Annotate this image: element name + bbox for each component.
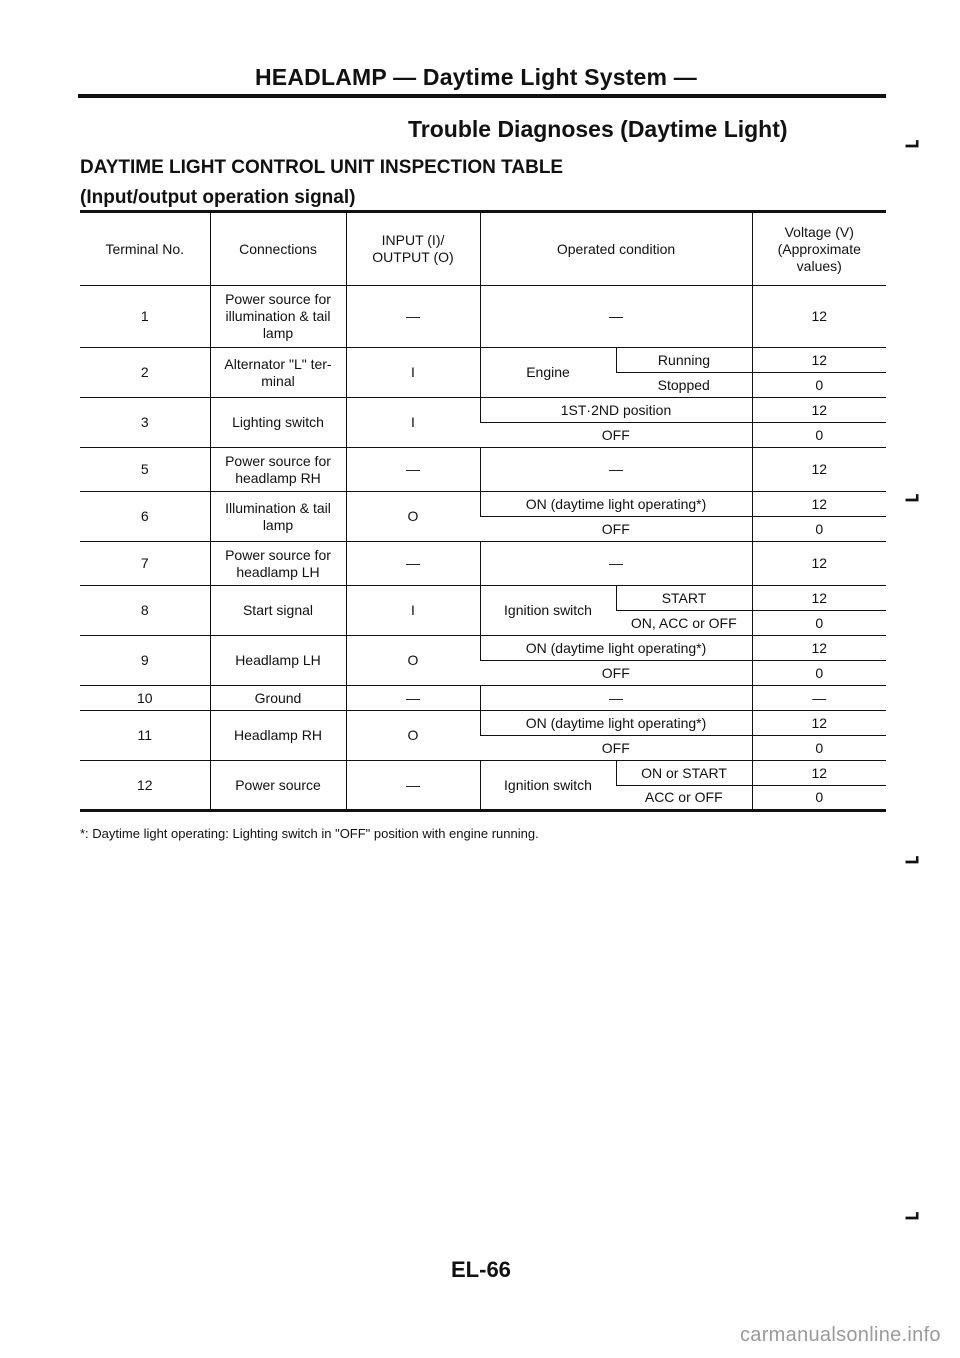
condition-sub-cell: OFF [601, 664, 630, 681]
condition-sub-cell: OFF [601, 520, 630, 537]
condition-sub-cell: OFF [601, 739, 630, 756]
condition-sub-cell: Stopped [657, 376, 710, 393]
condition-cell: — [480, 448, 752, 492]
voltage-cell: 12 [752, 542, 886, 586]
terminal-cell: 7 [140, 555, 149, 571]
connection-cell: Start signal [210, 586, 346, 636]
table-row [80, 348, 886, 373]
table-subtitle: (Input/output operation signal) [80, 187, 356, 208]
binder-mark-icon: ⨼ [905, 126, 920, 154]
voltage-header-line: Voltage (V) [784, 223, 854, 240]
table-row [80, 636, 886, 661]
voltage-cell: 12 [752, 398, 886, 423]
connection-cell: Ground [210, 686, 346, 711]
terminal-cell: 12 [136, 776, 153, 793]
header-rule [78, 94, 886, 98]
footnote: *: Daytime light operating: Lighting switch in "OFF" position with engine running. [80, 826, 539, 841]
condition-sub-cell: START [616, 586, 752, 611]
voltage-cell: 12 [752, 636, 886, 661]
voltage-cell: 0 [752, 786, 886, 811]
condition-cell: — [480, 686, 752, 711]
binder-mark-icon: ⨼ [905, 1198, 920, 1226]
condition-cell: — [480, 542, 752, 586]
condition-group-cell: Engine [480, 348, 616, 398]
io-cell: — [346, 686, 480, 711]
io-cell: O [346, 492, 480, 542]
io-header-line: INPUT (I)/ [381, 232, 445, 248]
io-cell: I [346, 586, 480, 636]
table-row [80, 398, 886, 423]
connection-cell: Headlamp RH [210, 711, 346, 761]
terminal-cell: 9 [140, 652, 149, 668]
voltage-cell: 12 [752, 711, 886, 736]
terminal-cell: 8 [140, 602, 149, 618]
connection-cell: Illumination & tail lamp [210, 492, 346, 542]
table-row [80, 686, 886, 711]
column-header-operated-condition: Operated condition [480, 212, 752, 286]
table-row [80, 448, 886, 492]
terminal-cell: 10 [136, 689, 153, 706]
binder-mark-icon: ⨼ [905, 842, 920, 870]
table-row [80, 492, 886, 517]
condition-sub-cell: 1ST·2ND position [480, 398, 752, 423]
table-row [80, 542, 886, 586]
connection-cell: Power source for illumination & tail lamp [210, 286, 346, 348]
io-cell: O [346, 711, 480, 761]
io-cell: — [346, 286, 480, 348]
voltage-cell: 0 [752, 517, 886, 542]
condition-sub-cell: ON or START [616, 761, 752, 786]
page-number: EL-66 [451, 1257, 511, 1282]
voltage-cell: 12 [752, 448, 886, 492]
io-cell: I [346, 348, 480, 398]
watermark: carmanualsonline.info [740, 1324, 941, 1346]
table-row [80, 761, 886, 786]
column-header-connections: Connections [210, 212, 346, 286]
table-title: DAYTIME LIGHT CONTROL UNIT INSPECTION TABLE [80, 157, 564, 178]
io-cell: I [346, 398, 480, 448]
condition-sub-cell: ON, ACC or OFF [630, 614, 737, 631]
condition-cell: — [480, 286, 752, 348]
voltage-cell: 12 [752, 348, 886, 373]
io-cell: — [346, 542, 480, 586]
connection-cell: Alternator "L" ter- minal [210, 348, 346, 398]
voltage-cell: 0 [752, 661, 886, 686]
voltage-cell: — [752, 686, 886, 711]
voltage-header-line: (Approximate [777, 240, 861, 257]
condition-sub-cell: OFF [601, 426, 630, 443]
terminal-cell: 6 [140, 508, 149, 524]
voltage-cell: 0 [752, 736, 886, 761]
terminal-cell: 11 [137, 727, 153, 743]
connection-cell: Headlamp LH [210, 636, 346, 686]
voltage-cell: 12 [752, 761, 886, 786]
connection-cell: Power source for headlamp LH [210, 542, 346, 586]
column-header-io [346, 212, 480, 286]
column-header-voltage [752, 212, 886, 286]
voltage-cell: 0 [752, 373, 886, 398]
binder-mark-icon: ⨼ [905, 480, 920, 508]
table-header-row [80, 212, 886, 286]
terminal-cell: 3 [140, 414, 149, 430]
column-header-terminal: Terminal No. [105, 240, 185, 257]
table-row [80, 286, 886, 348]
condition-sub-cell: ON (daytime light operating*) [480, 636, 752, 661]
io-cell: — [346, 448, 480, 492]
condition-group-cell: Ignition switch [480, 586, 616, 636]
terminal-cell: 5 [140, 461, 149, 477]
condition-sub-cell: ACC or OFF [644, 789, 723, 805]
voltage-header-line: values) [796, 257, 842, 274]
condition-sub-cell: ON (daytime light operating*) [480, 492, 752, 517]
condition-sub-cell: ON (daytime light operating*) [480, 711, 752, 736]
section-title: Trouble Diagnoses (Daytime Light) [408, 116, 788, 142]
inspection-table [80, 210, 886, 812]
connection-cell: Power source [210, 761, 346, 811]
io-cell: O [346, 636, 480, 686]
condition-group-cell: Ignition switch [480, 761, 616, 811]
io-cell: — [346, 761, 480, 811]
voltage-cell: 0 [752, 611, 886, 636]
voltage-cell: 12 [752, 586, 886, 611]
terminal-cell: 2 [140, 364, 149, 380]
connection-cell: Lighting switch [210, 398, 346, 448]
table-row [80, 586, 886, 611]
io-header-line: OUTPUT (O) [372, 249, 454, 265]
table-row [80, 711, 886, 736]
condition-sub-cell: Running [616, 348, 752, 373]
voltage-cell: 12 [752, 286, 886, 348]
terminal-cell: 1 [140, 308, 149, 324]
page-header-title: HEADLAMP — Daytime Light System — [255, 64, 697, 90]
voltage-cell: 0 [752, 423, 886, 448]
voltage-cell: 12 [752, 492, 886, 517]
connection-cell: Power source for headlamp RH [210, 448, 346, 492]
